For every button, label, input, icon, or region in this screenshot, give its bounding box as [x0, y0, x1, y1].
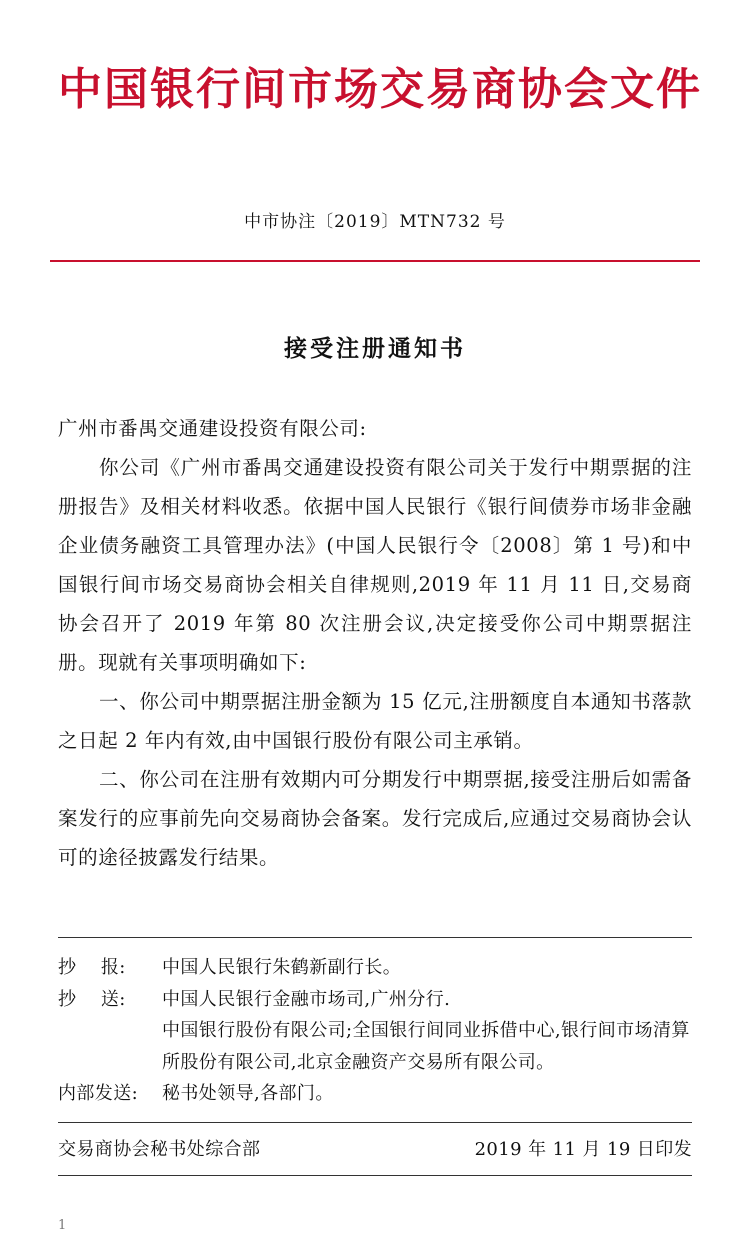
distribution-continued: 中国银行股份有限公司;全国银行间同业拆借中心,银行间市场清算所股份有限公司,北京金融资产交易所有限公司。 — [162, 1020, 690, 1073]
footer-top-rule — [58, 937, 692, 938]
addressee-line: 广州市番禺交通建设投资有限公司: — [58, 417, 367, 440]
red-divider-rule — [50, 260, 700, 262]
internal-distribution-value: 秘书处领导,各部门。 — [162, 1083, 334, 1104]
issuer-department: 交易商协会秘书处综合部 — [58, 1138, 261, 1160]
issuer-row — [58, 1135, 692, 1161]
distribution-row — [58, 952, 692, 984]
masthead-title: 中国银行间市场交易商协会文件 — [58, 64, 702, 115]
footer-middle-rule — [58, 1122, 692, 1123]
distribution-value: 中国人民银行朱鹤新副行长。 — [162, 957, 402, 978]
internal-distribution-label: 内部发送: — [58, 1083, 139, 1104]
body-paragraph-1: 你公司《广州市番禺交通建设投资有限公司关于发行中期票据的注册报告》及相关材料收悉。依据中国人民银行《银行间债券市场非金融企业债务融资工具管理办法》(中国人民银行令〔2008〕第 1 号)和中国银行间市场交易商协会相关自律规则,2019 年 11 月 11 日,交易商协会召开了 2019 年第 80 次注册会议,决定接受你公司中期票据注册。现就有关事项明确如下: — [58, 456, 692, 674]
distribution-label: 抄 送: — [58, 988, 126, 1010]
distribution-value: 中国人民银行金融市场司,广州分行. — [162, 988, 451, 1010]
body-paragraph-3: 二、你公司在注册有效期内可分期发行中期票据,接受注册后如需备案发行的应事前先向交易商协会备案。发行完成后,应通过交易商协会认可的途径披露发行结果。 — [58, 768, 692, 869]
body-paragraph-2: 一、你公司中期票据注册金额为 15 亿元,注册额度自本通知书落款之日起 2 年内有效,由中国银行股份有限公司主承销。 — [58, 690, 692, 752]
document-body — [58, 409, 692, 877]
distribution-label: 抄 报: — [58, 957, 126, 978]
document-number: 中市协注〔2019〕MTN732 号 — [244, 212, 506, 232]
issue-date: 2019 年 11 月 19 日印发 — [474, 1138, 692, 1160]
footer-bottom-rule — [58, 1175, 692, 1176]
page-number: 1 — [58, 1218, 67, 1233]
distribution-row — [58, 984, 692, 1016]
internal-distribution-row — [58, 1078, 692, 1110]
distribution-block — [58, 952, 692, 1110]
page-title: 接受注册通知书 — [284, 335, 466, 362]
